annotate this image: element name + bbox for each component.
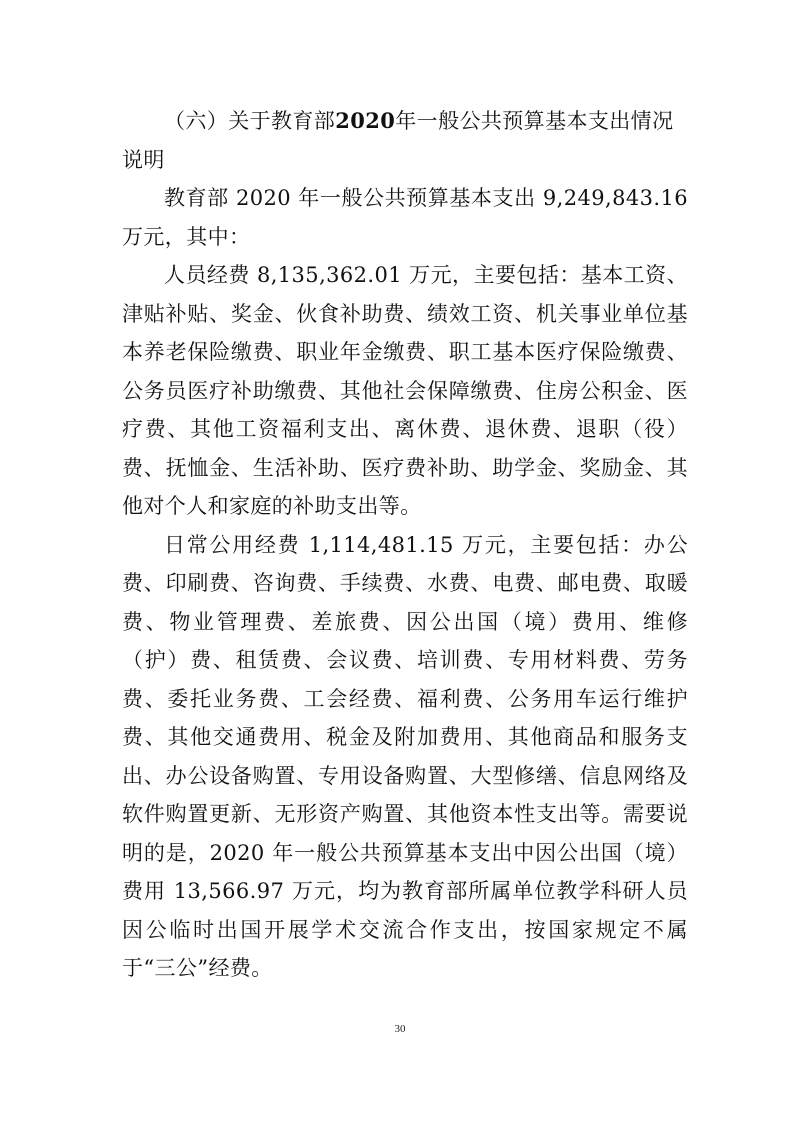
heading-year: 2020 xyxy=(335,108,396,133)
paragraph-public-expenses: 日常公用经费 1,114,481.15 万元，主要包括：办公费、印刷费、咨询费、手续费、水费、电费、邮电费、取暖费、物业管理费、差旅费、因公出国（境）费用、维修（护）费、租赁费、会议费、培训费、专用材料费、劳务费、委托业务费、工会经费、福利费、公务用车运行维护费、其他交通费用、税金及附加费用、其他商品和服务支出、办公设备购置、专用设备购置、大型修缮、信息网络及软件购置更新、无形资产购置、其他资本性支出等。需要说明的是，2020 年一般公共预算基本支出中因公出国（境）费用 13,566.97 万元，均为教育部所属单位教学科研人员因公临时出国开展学术交流合作支出，按国家规定不属于“三公”经费。 xyxy=(122,532,688,980)
paragraph-total: 教育部 2020 年一般公共预算基本支出 9,249,843.16 万元，其中： xyxy=(122,186,688,249)
page-number: 30 xyxy=(394,1023,406,1035)
document-body xyxy=(122,102,688,988)
paragraph-personnel-expenses: 人员经费 8,135,362.01 万元，主要包括：基本工资、津贴补贴、奖金、伙食补助费、绩效工资、机关事业单位基本养老保险缴费、职业年金缴费、职工基本医疗保险缴费、公务员医疗补助缴费、其他社会保障缴费、住房公积金、医疗费、其他工资福利支出、离休费、退休费、退职（役）费、抚恤金、生活补助、医疗费补助、助学金、奖励金、其他对个人和家庭的补助支出等。 xyxy=(122,263,688,518)
heading-prefix: （六）关于教育部 xyxy=(164,109,336,133)
heading-rest: 年一般公共预算基本支出情况说明 xyxy=(122,109,674,172)
section-heading xyxy=(122,102,688,179)
